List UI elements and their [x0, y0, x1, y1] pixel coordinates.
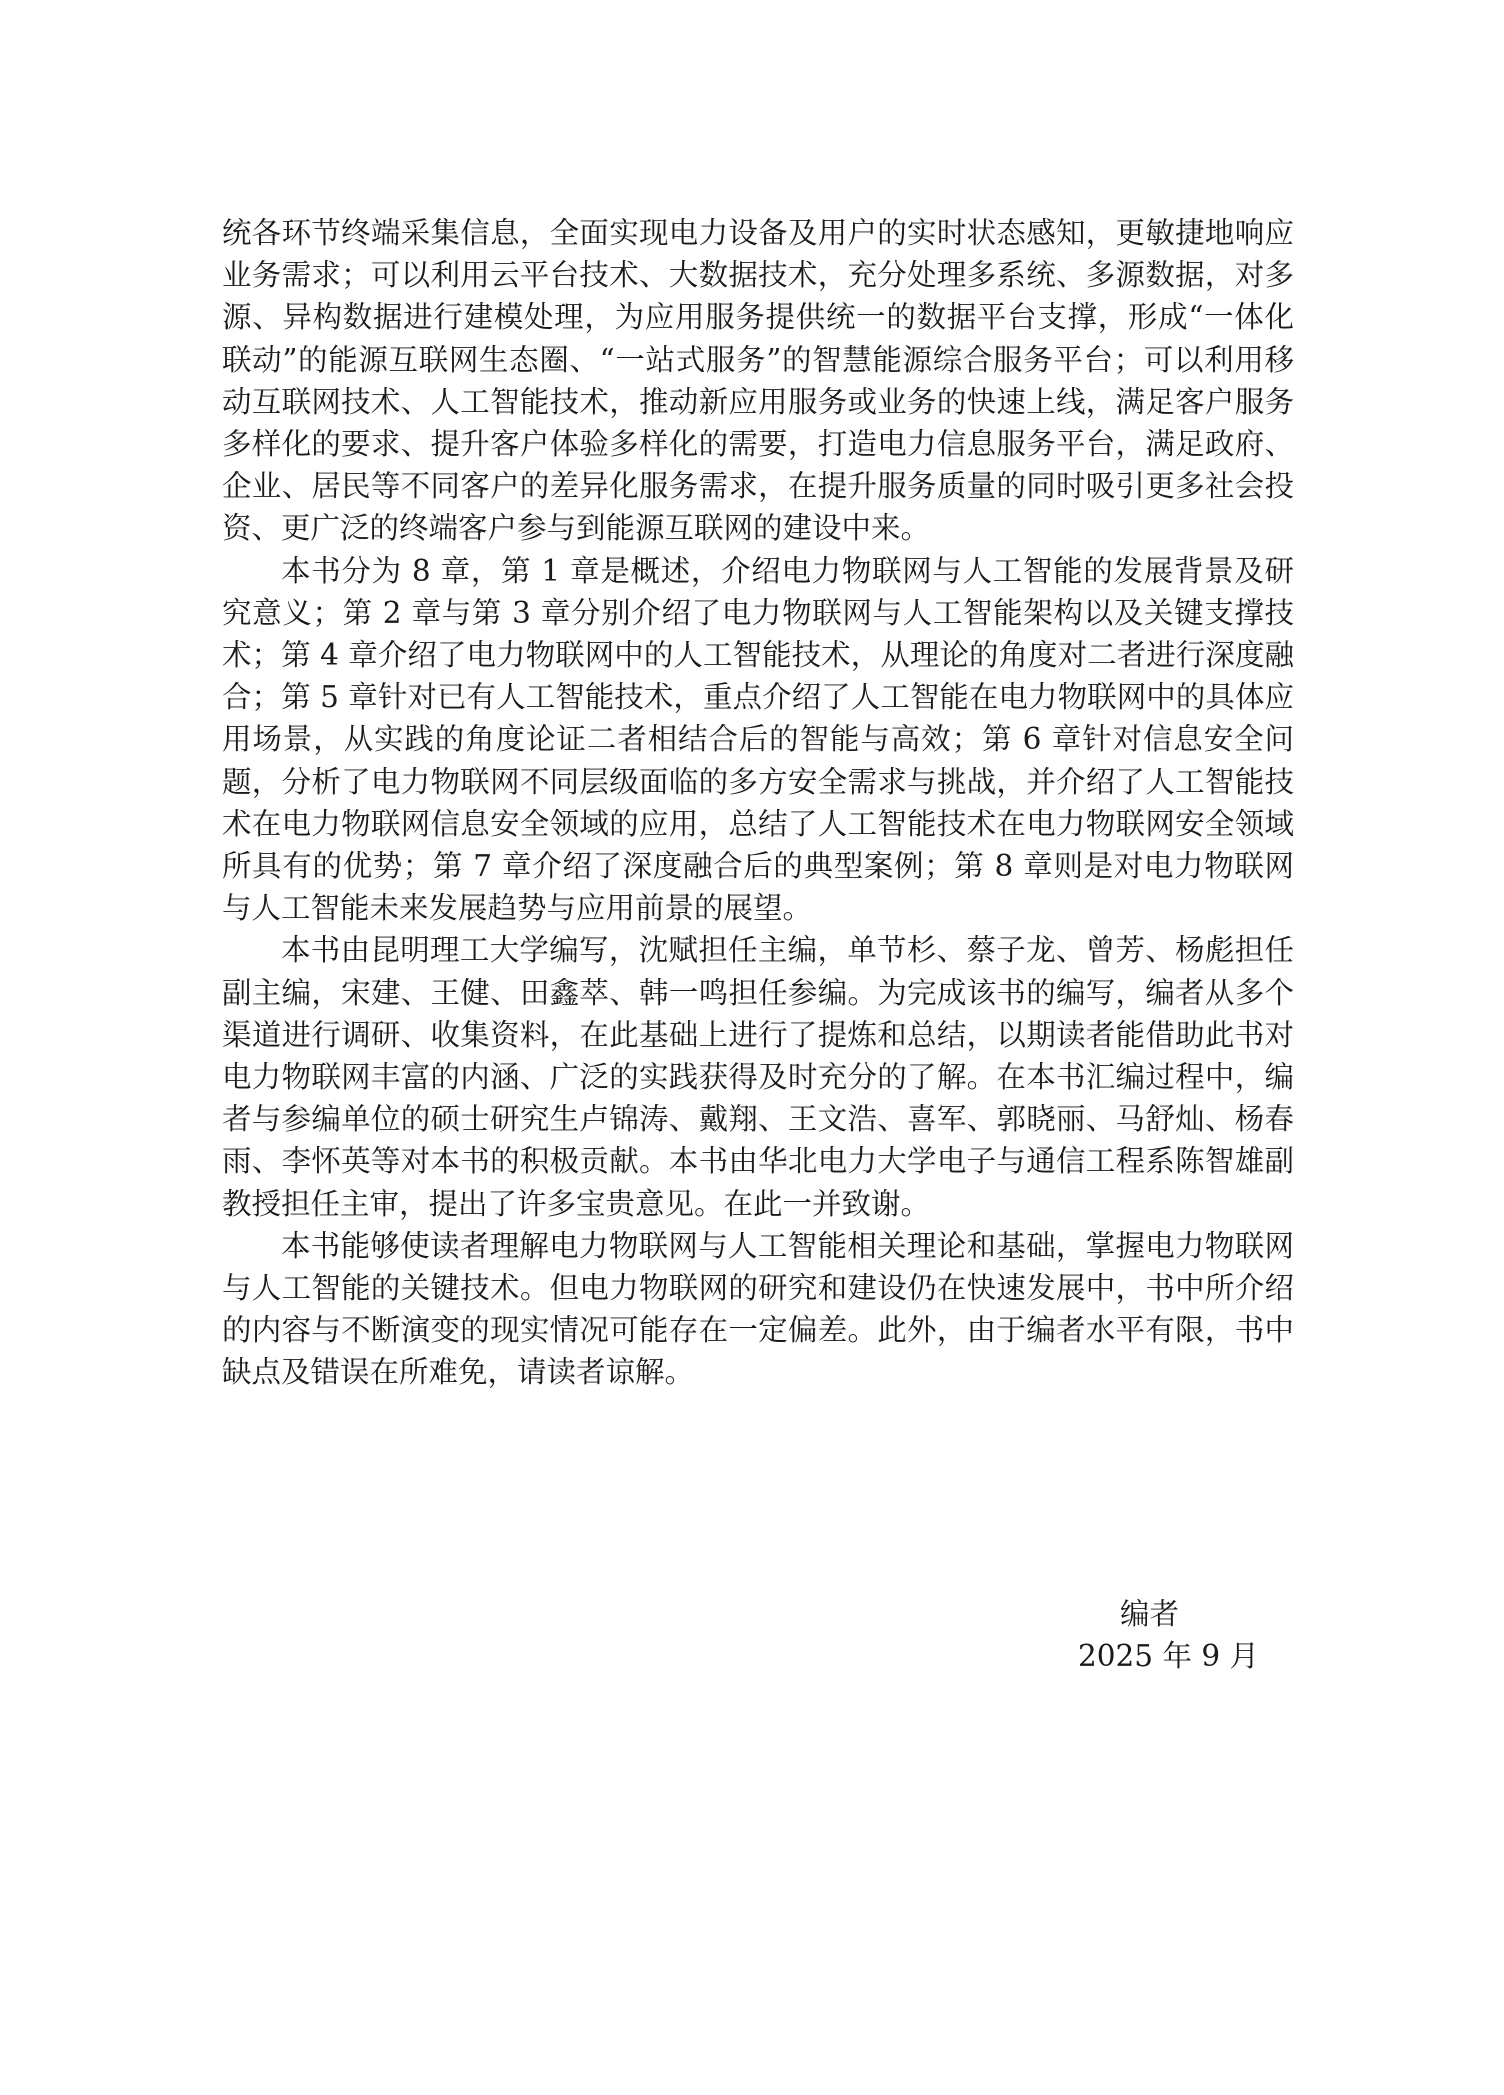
paragraph-chapter-overview: 本书分为 8 章，第 1 章是概述，介绍电力物联网与人工智能的发展背景及研究意义；第 2 章与第 3 章分别介绍了电力物联网与人工智能架构以及关键支撑技术；第 4 章介绍了电力物联网中的人工智能技术，从理论的角度对二者进行深度融合；第 5 章针对已有人工智能技术，重点介绍了人工智能在电力物联网中的具体应用场景，从实践的角度论证二者相结合后的智能与高效；第 6 章针对信息安全问题，分析了电力物联网不同层级面临的多方安全需求与挑战，并介绍了人工智能技术在电力物联网信息安全领域的应用，总结了人工智能技术在电力物联网安全领域所具有的优势；第 7 章介绍了深度融合后的典型案例；第 8 章则是对电力物联网与人工智能未来发展趋势与应用前景的展望。 — [222, 553, 1294, 926]
preface-body — [222, 212, 1294, 1394]
signature-author: 编者 — [1120, 1597, 1180, 1631]
paragraph-continuation: 统各环节终端采集信息，全面实现电力设备及用户的实时状态感知，更敏捷地响应业务需求；可以利用云平台技术、大数据技术，充分处理多系统、多源数据，对多源、异构数据进行建模处理，为应用服务提供统一的数据平台支撑，形成“一体化联动”的能源互联网生态圈、“一站式服务”的智慧能源综合服务平台；可以利用移动互联网技术、人工智能技术，推动新应用服务或业务的快速上线，满足客户服务多样化的要求、提升客户体验多样化的需要，打造电力信息服务平台，满足政府、企业、居民等不同客户的差异化服务需求，在提升服务质量的同时吸引更多社会投资、更广泛的终端客户参与到能源互联网的建设中来。 — [222, 216, 1294, 546]
paragraph-closing-note: 本书能够使读者理解电力物联网与人工智能相关理论和基础，掌握电力物联网与人工智能的关键技术。但电力物联网的研究和建设仍在快速发展中，书中所介绍的内容与不断演变的现实情况可能存在一定偏差。此外，由于编者水平有限，书中缺点及错误在所难免，请读者谅解。 — [222, 1228, 1294, 1390]
paragraph-authors-acknowledgement: 本书由昆明理工大学编写，沈赋担任主编，单节杉、蔡子龙、曾芳、杨彪担任副主编，宋建、王健、田鑫萃、韩一鸣担任参编。为完成该书的编写，编者从多个渠道进行调研、收集资料，在此基础上进行了提炼和总结，以期读者能借助此书对电力物联网丰富的内涵、广泛的实践获得及时充分的了解。在本书汇编过程中，编者与参编单位的硕士研究生卢锦涛、戴翔、王文浩、喜军、郭晓丽、马舒灿、杨春雨、李怀英等对本书的积极贡献。本书由华北电力大学电子与通信工程系陈智雄副教授担任主审，提出了许多宝贵意见。在此一并致谢。 — [222, 933, 1294, 1221]
signature-date: 2025 年 9 月 — [1078, 1639, 1259, 1673]
